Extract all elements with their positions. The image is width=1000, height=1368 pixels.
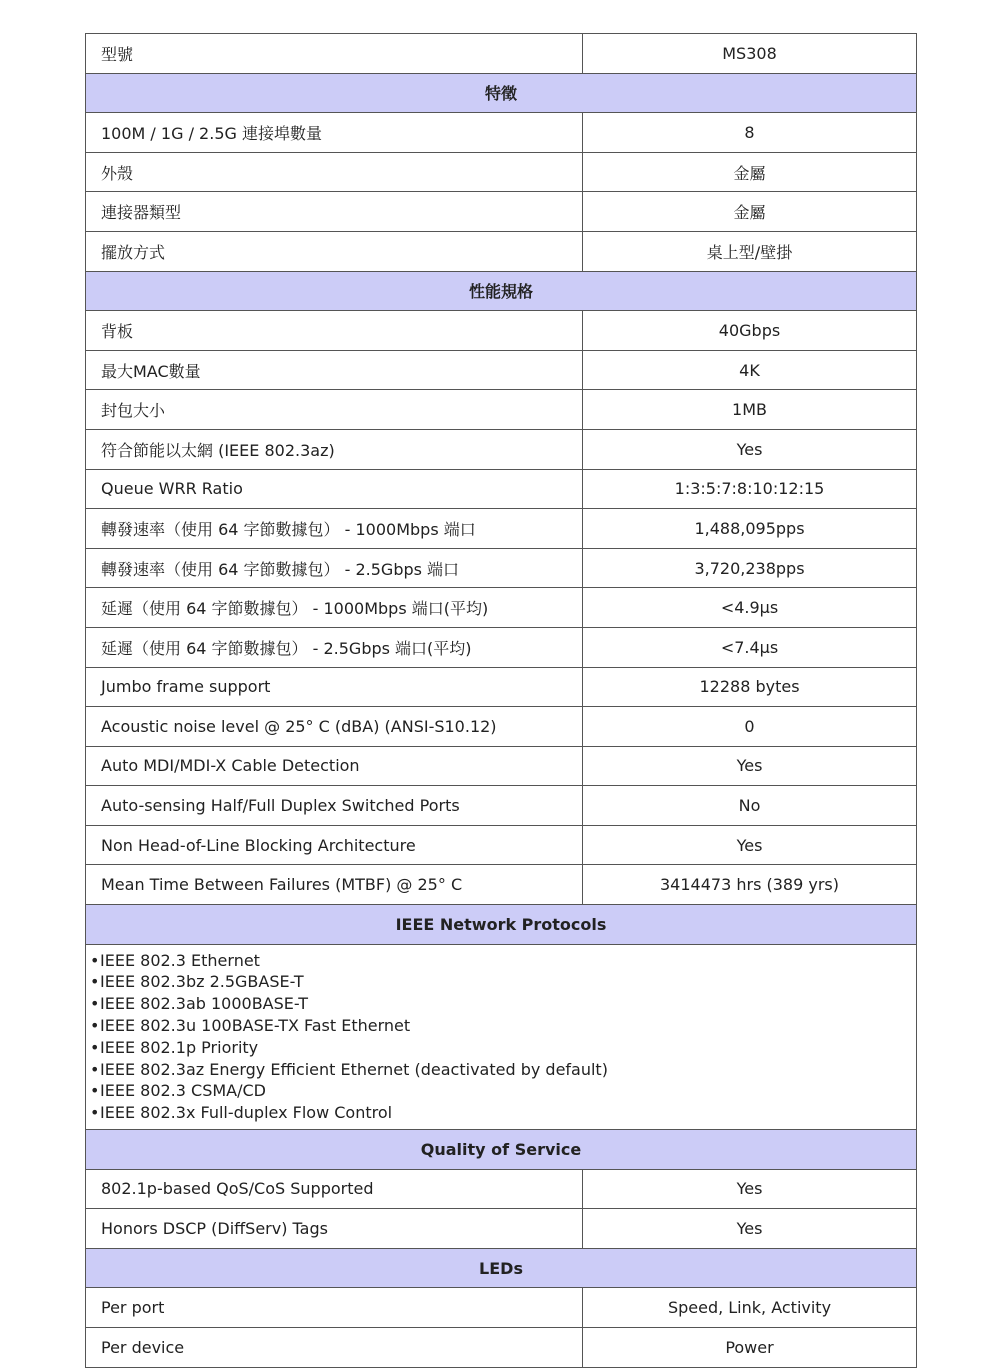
section-header-leds: [86, 1248, 917, 1288]
row-value: 4K: [583, 350, 917, 390]
row-value: 8: [583, 113, 917, 153]
row-value: 0: [583, 707, 917, 747]
table-row: [86, 1209, 917, 1249]
row-value: Power: [583, 1328, 917, 1368]
list-item-text: IEEE 802.3az Energy Efficient Ethernet (deactivated by default): [100, 1059, 608, 1079]
row-value: <7.4µs: [583, 627, 917, 667]
table-row: [86, 152, 917, 192]
list-item-text: IEEE 802.3ab 1000BASE-T: [100, 994, 308, 1014]
table-row: [86, 113, 917, 153]
section-title: Quality of Service: [86, 1130, 917, 1170]
table-row: [86, 548, 917, 588]
list-item: [90, 1080, 912, 1102]
bullet-icon: •: [90, 994, 100, 1014]
model-label: 型號: [86, 34, 583, 74]
section-header-performance: [86, 271, 917, 311]
list-item: [90, 1037, 912, 1059]
row-value: 1,488,095pps: [583, 509, 917, 549]
row-value: No: [583, 786, 917, 826]
table-row: [86, 627, 917, 667]
list-item: [90, 971, 912, 993]
row-value: 桌上型/壁掛: [583, 231, 917, 271]
row-label: Mean Time Between Failures (MTBF) @ 25° C: [86, 865, 583, 905]
table-row: [86, 746, 917, 786]
section-header-protocols: [86, 905, 917, 945]
row-label: 轉發速率（使用 64 字節數據包） - 1000Mbps 端口: [86, 509, 583, 549]
section-title: IEEE Network Protocols: [86, 905, 917, 945]
row-value: Yes: [583, 1169, 917, 1209]
table-row: [86, 192, 917, 232]
row-value: Yes: [583, 746, 917, 786]
section-title: 特徵: [86, 73, 917, 113]
row-value: 金屬: [583, 152, 917, 192]
table-row: [86, 1169, 917, 1209]
list-item-text: IEEE 802.3bz 2.5GBASE-T: [100, 972, 304, 992]
bullet-icon: •: [90, 1059, 100, 1079]
row-label: Per device: [86, 1328, 583, 1368]
section-title: LEDs: [86, 1248, 917, 1288]
row-label: 100M / 1G / 2.5G 連接埠數量: [86, 113, 583, 153]
bullet-icon: •: [90, 1081, 100, 1101]
row-label: 符合節能以太網 (IEEE 802.3az): [86, 429, 583, 469]
bullet-icon: •: [90, 972, 100, 992]
model-row: [86, 34, 917, 74]
row-label: 延遲（使用 64 字節數據包） - 1000Mbps 端口(平均): [86, 588, 583, 628]
bullet-icon: •: [90, 1016, 100, 1036]
table-row: [86, 667, 917, 707]
row-value: 40Gbps: [583, 311, 917, 351]
row-value: 3414473 hrs (389 yrs): [583, 865, 917, 905]
table-row: [86, 509, 917, 549]
row-value: 12288 bytes: [583, 667, 917, 707]
row-label: 連接器類型: [86, 192, 583, 232]
row-label: Queue WRR Ratio: [86, 469, 583, 509]
row-label: 背板: [86, 311, 583, 351]
table-row: [86, 707, 917, 747]
row-label: Jumbo frame support: [86, 667, 583, 707]
row-label: Per port: [86, 1288, 583, 1328]
list-item: [90, 1102, 912, 1124]
spec-table: [85, 33, 917, 1368]
list-item-text: IEEE 802.1p Priority: [100, 1037, 259, 1057]
table-row: [86, 825, 917, 865]
row-label: Auto-sensing Half/Full Duplex Switched Ports: [86, 786, 583, 826]
row-label: Honors DSCP (DiffServ) Tags: [86, 1209, 583, 1249]
list-item: [90, 950, 912, 972]
section-header-features: [86, 73, 917, 113]
protocols-list-cell: [86, 944, 917, 1129]
row-label: 延遲（使用 64 字節數據包） - 2.5Gbps 端口(平均): [86, 627, 583, 667]
row-label: 最大MAC數量: [86, 350, 583, 390]
table-row: [86, 429, 917, 469]
table-row: [86, 469, 917, 509]
protocols-list: [90, 950, 912, 1124]
row-value: Yes: [583, 825, 917, 865]
row-value: 1:3:5:7:8:10:12:15: [583, 469, 917, 509]
table-row: [86, 350, 917, 390]
table-row: [86, 390, 917, 430]
list-item: [90, 993, 912, 1015]
protocols-list-row: [86, 944, 917, 1129]
table-row: [86, 231, 917, 271]
bullet-icon: •: [90, 1103, 100, 1123]
list-item-text: IEEE 802.3u 100BASE-TX Fast Ethernet: [100, 1016, 411, 1036]
list-item: [90, 1059, 912, 1081]
row-value: 金屬: [583, 192, 917, 232]
bullet-icon: •: [90, 950, 100, 970]
section-title: 性能規格: [86, 271, 917, 311]
row-label: 802.1p-based QoS/CoS Supported: [86, 1169, 583, 1209]
row-label: 封包大小: [86, 390, 583, 430]
list-item-text: IEEE 802.3x Full-duplex Flow Control: [100, 1103, 393, 1123]
model-value: MS308: [583, 34, 917, 74]
row-value: Speed, Link, Activity: [583, 1288, 917, 1328]
section-header-qos: [86, 1130, 917, 1170]
row-label: Non Head-of-Line Blocking Architecture: [86, 825, 583, 865]
row-value: Yes: [583, 429, 917, 469]
bullet-icon: •: [90, 1037, 100, 1057]
table-row: [86, 1288, 917, 1328]
list-item: [90, 1015, 912, 1037]
row-label: Acoustic noise level @ 25° C (dBA) (ANSI-S10.12): [86, 707, 583, 747]
row-value: Yes: [583, 1209, 917, 1249]
row-value: 3,720,238pps: [583, 548, 917, 588]
row-label: 擺放方式: [86, 231, 583, 271]
row-label: 外殼: [86, 152, 583, 192]
list-item-text: IEEE 802.3 CSMA/CD: [100, 1081, 266, 1101]
table-row: [86, 588, 917, 628]
table-row: [86, 865, 917, 905]
table-row: [86, 1328, 917, 1368]
list-item-text: IEEE 802.3 Ethernet: [100, 950, 260, 970]
row-label: Auto MDI/MDI-X Cable Detection: [86, 746, 583, 786]
table-row: [86, 786, 917, 826]
table-row: [86, 311, 917, 351]
row-value: 1MB: [583, 390, 917, 430]
row-label: 轉發速率（使用 64 字節數據包） - 2.5Gbps 端口: [86, 548, 583, 588]
row-value: <4.9µs: [583, 588, 917, 628]
